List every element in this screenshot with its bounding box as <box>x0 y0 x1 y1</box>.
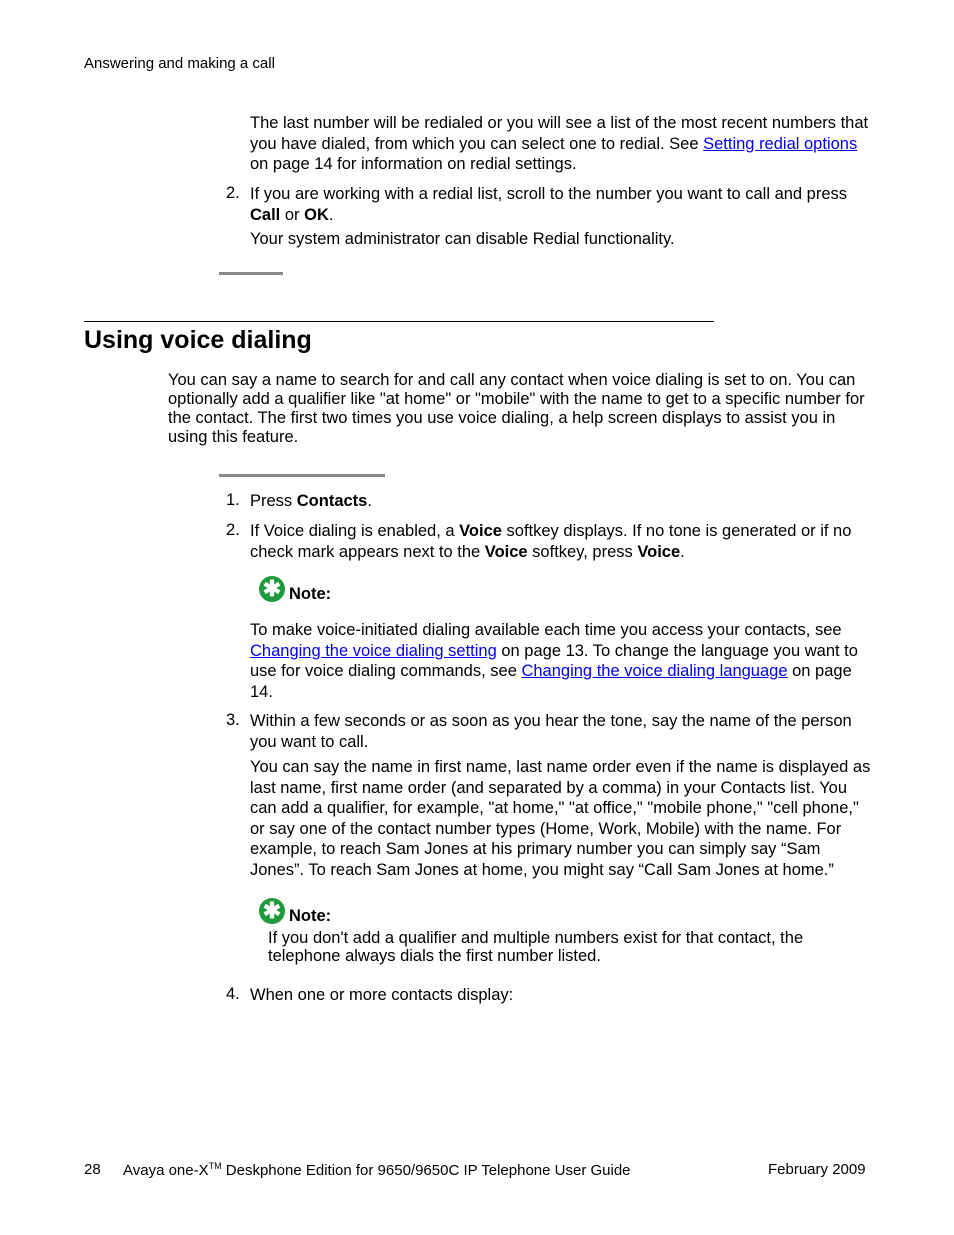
note-2-text: If you don't add a qualifier and multiple numbers exist for that contact, the telephone always dials the first number listed. <box>268 929 804 965</box>
divider-procedure <box>219 474 385 477</box>
note-1-text <box>250 620 872 702</box>
step-3: Within a few seconds or as soon as you hear the tone, say the name of the person you want to call. <box>250 712 852 751</box>
publication-date: February 2009 <box>768 1161 866 1178</box>
divider-short <box>219 272 283 275</box>
voice-keyword: Voice <box>459 522 502 540</box>
redial-step-2 <box>250 184 872 225</box>
running-header: Answering and making a call <box>84 55 275 72</box>
step-text: . <box>367 492 372 510</box>
ok-keyword: OK <box>304 205 329 224</box>
step-number: 3. <box>226 711 240 729</box>
voice-keyword: Voice <box>637 542 681 561</box>
step-text: . <box>328 205 334 224</box>
step-number: 4. <box>226 985 240 1003</box>
note-2-header <box>259 898 285 924</box>
note-1-header <box>259 576 285 602</box>
doc-title-text: Avaya one-X <box>123 1162 209 1179</box>
step-3-detail: You can say the name in first name, last name order even if the name is displayed as last name, first name order (and separated by a comma) in your Contacts list. You can add a qualifier, for example, "at home," "at office," "mobile phone," "cell phone," or say one of the contact number types (Home, Work, Mobile) with the name. For example, to reach Sam Jones at his primary number you can simply say “Sam Jones”. To reach Sam Jones at home, you might say “Call Sam Jones at home.” <box>250 758 871 879</box>
step-text: . <box>680 542 685 561</box>
note-text: on page 13. To change the language you want to use for voice dialing commands, see <box>250 641 858 680</box>
step-number: 2. <box>226 184 240 202</box>
section-title: Using voice dialing <box>84 326 312 354</box>
step-text: softkey, press <box>527 542 638 561</box>
voice-keyword: Voice <box>484 542 528 561</box>
step-2 <box>250 521 874 562</box>
note-icon: ✱ <box>259 898 285 924</box>
note-text: on page 14. <box>250 662 852 701</box>
document-title <box>123 1161 631 1179</box>
step-number: 1. <box>226 491 240 509</box>
page-number: 28 <box>84 1161 101 1178</box>
note-text: To make voice-initiated dialing available each time you access your contacts, see <box>250 621 842 639</box>
step-text: softkey displays. If no tone is generated or if no check mark appears next to the <box>250 522 852 561</box>
step-text: Press <box>250 492 297 510</box>
redial-text-a: The last number will be redialed or you will see a list of the most recent numbers that you have dialed, from which you can select one to redial. See <box>250 114 869 153</box>
note-label: Note: <box>289 585 332 603</box>
step-text: or <box>280 205 305 224</box>
contacts-keyword: Contacts <box>296 492 368 510</box>
section-rule <box>84 321 714 322</box>
setting-redial-options-link[interactable]: Setting redial options <box>703 134 858 153</box>
step-text: If you are working with a redial list, scroll to the number you want to call and press <box>250 185 848 203</box>
note-label: Note: <box>289 907 332 925</box>
step-1 <box>250 491 872 512</box>
admin-note: Your system administrator can disable Redial functionality. <box>250 230 675 248</box>
step-text: If Voice dialing is enabled, a <box>250 522 460 540</box>
changing-voice-dialing-language-link[interactable]: Changing the voice dialing language <box>521 662 788 680</box>
redial-paragraph <box>250 113 872 175</box>
trademark: TM <box>208 1161 222 1171</box>
redial-text-b: on page 14 for information on redial settings. <box>250 155 577 173</box>
step-number: 2. <box>226 521 240 539</box>
changing-voice-dialing-setting-link[interactable]: Changing the voice dialing setting <box>250 641 497 660</box>
note-icon: ✱ <box>259 576 285 602</box>
doc-title-text: Deskphone Edition for 9650/9650C IP Telephone User Guide <box>221 1162 631 1179</box>
call-keyword: Call <box>250 205 281 224</box>
step-4: When one or more contacts display: <box>250 986 514 1004</box>
section-intro: You can say a name to search for and call any contact when voice dialing is set to on. You can optionally add a qualifier like "at home" or "mobile" with the name to get to a specific number for the contact. The first two times you use voice dialing, a help screen displays to assist you in using this feature. <box>168 371 865 446</box>
